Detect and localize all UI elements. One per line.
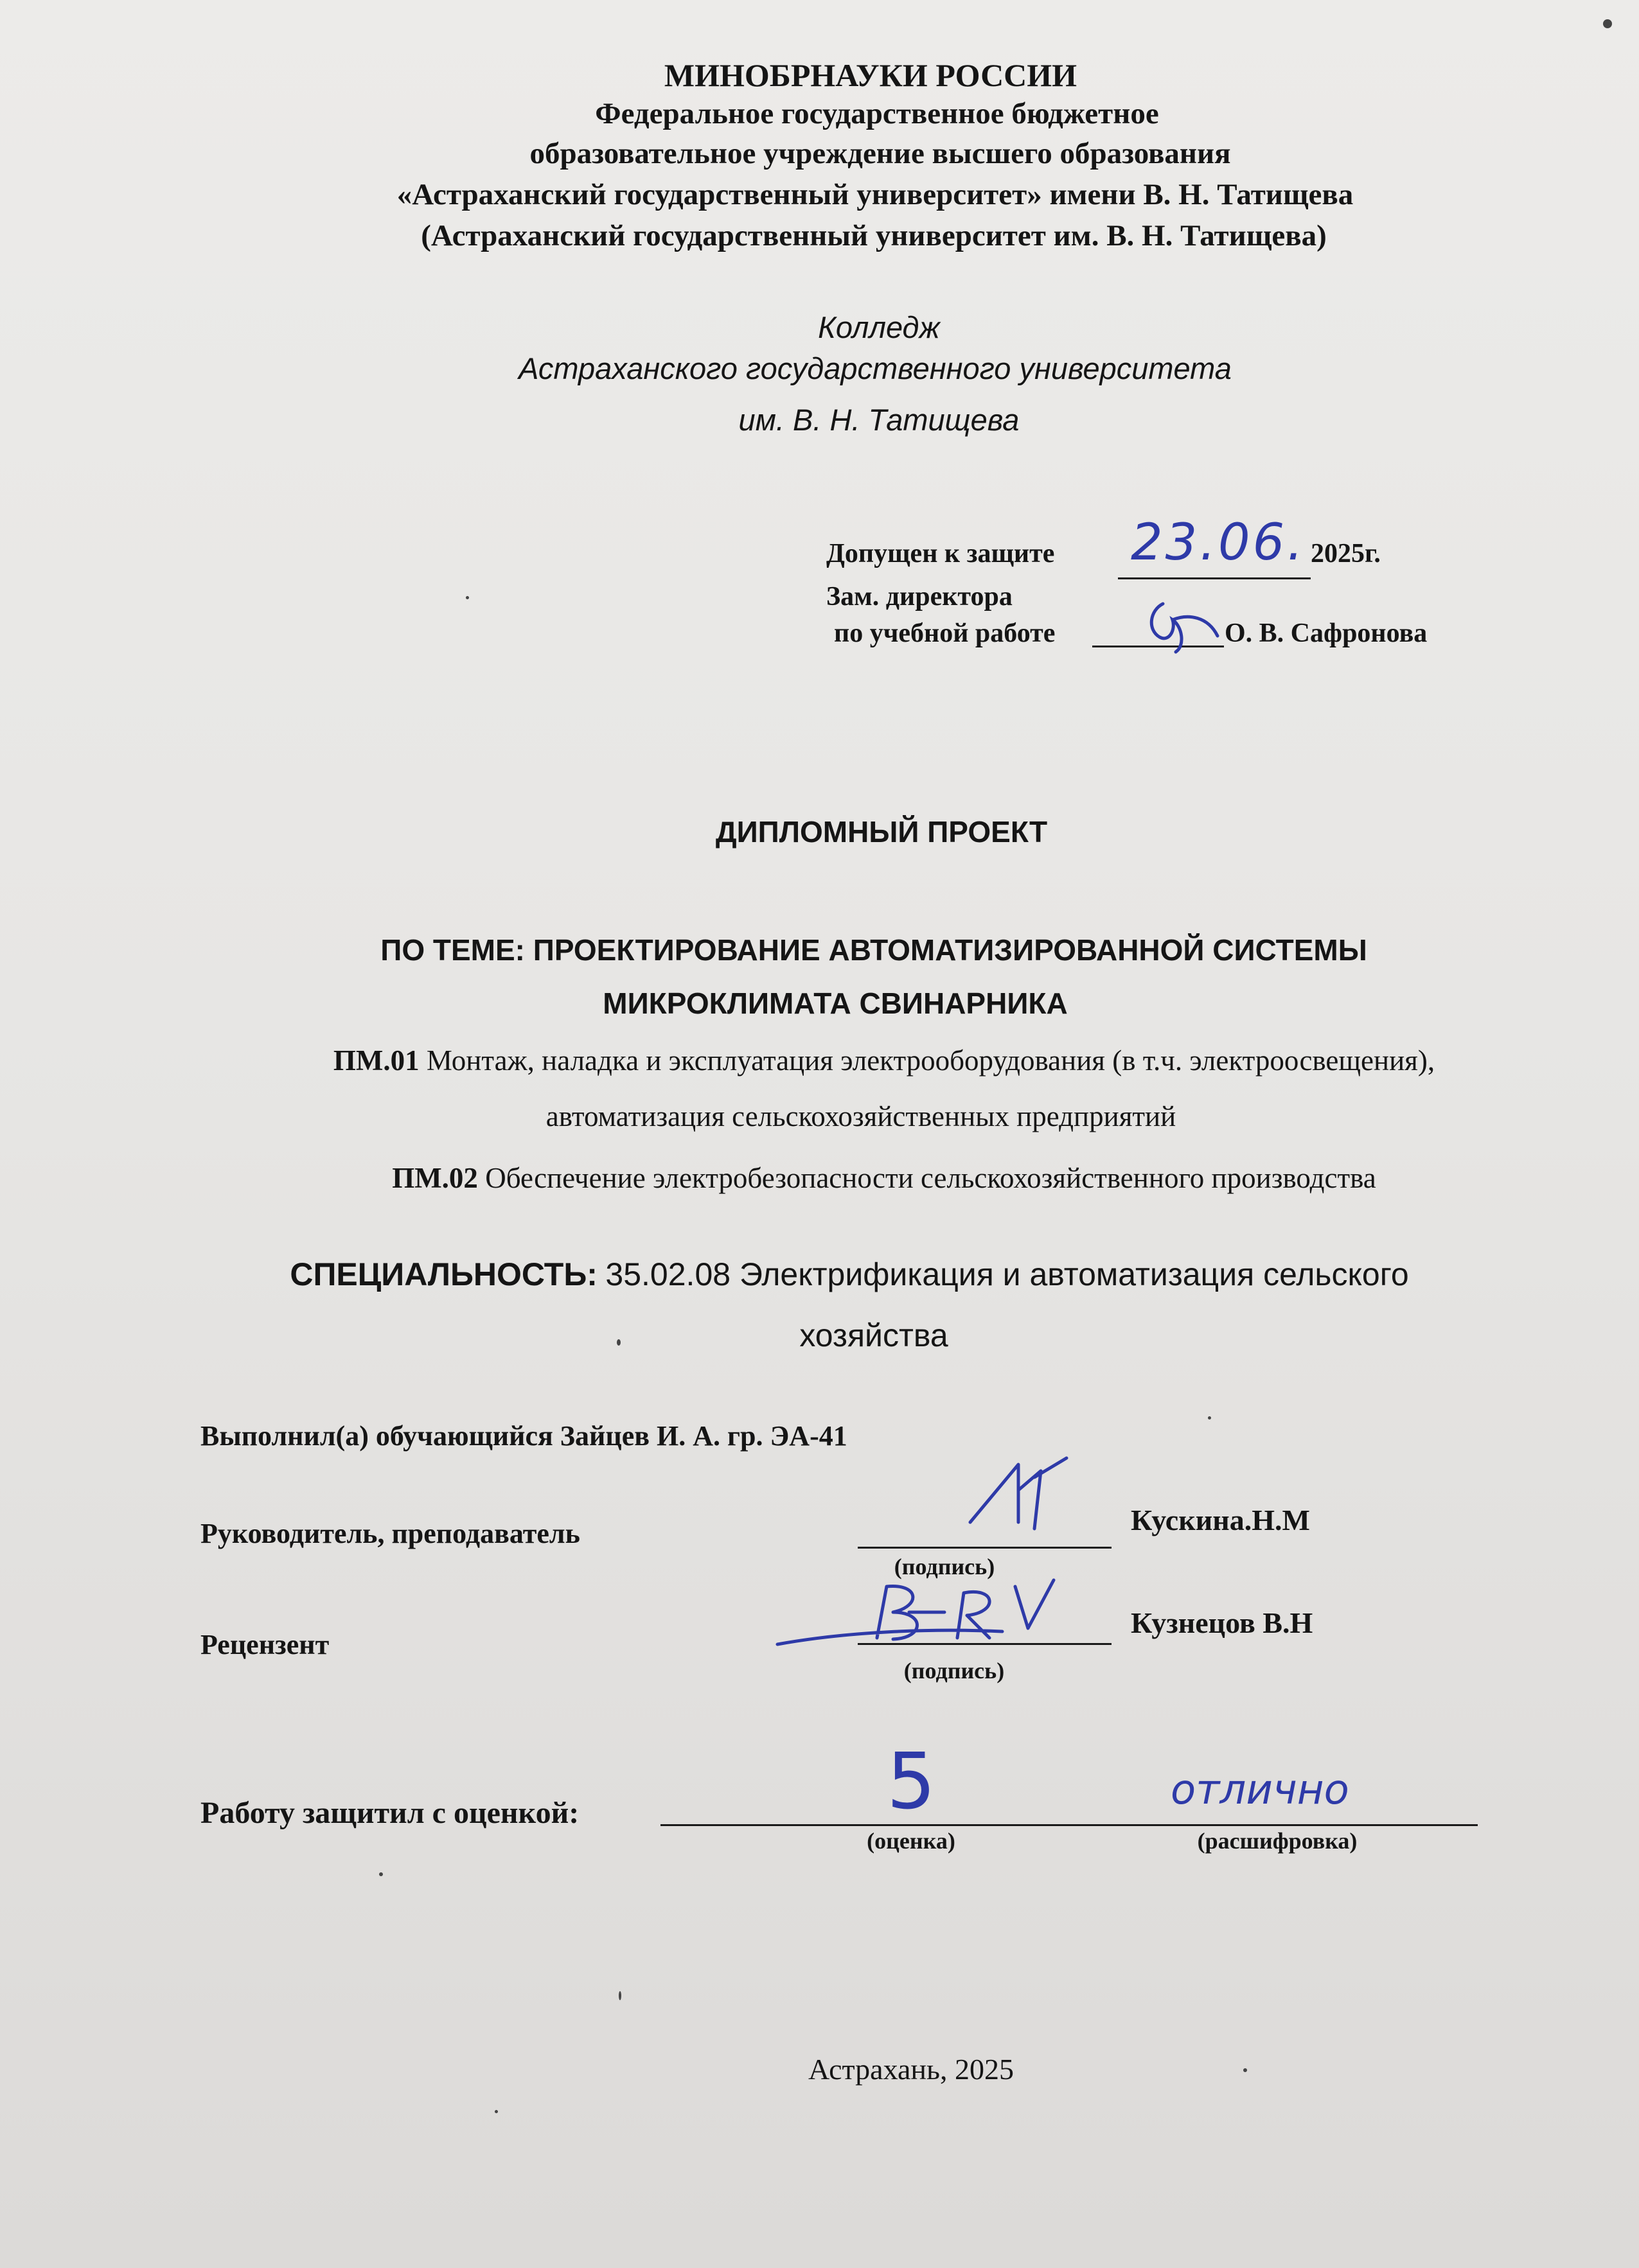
module-pm01 <box>333 1044 1435 1077</box>
ministry-title: МИНОБРНАУКИ РОССИИ <box>664 57 1077 93</box>
paper-speck <box>619 1991 621 2000</box>
module-pm02-code: ПМ.02 <box>392 1162 478 1194</box>
defense-words-caption: (расшифровка) <box>1197 1828 1358 1854</box>
supervisor-signature <box>957 1452 1073 1548</box>
paper-speck <box>1603 19 1612 28</box>
module-pm01-text-2: автоматизация сельскохозяйственных предприятий <box>545 1100 1176 1132</box>
reviewer-name: Кузнецов В.Н <box>1131 1606 1313 1639</box>
paper-speck <box>617 1339 621 1346</box>
supervisor-signature-caption: (подпись) <box>894 1554 995 1579</box>
deputy-title-line-1: Зам. директора <box>826 582 1013 611</box>
deputy-signature <box>1137 591 1227 662</box>
city-year: Астрахань, 2025 <box>808 2053 1014 2086</box>
project-type: ДИПЛОМНЫЙ ПРОЕКТ <box>715 815 1048 848</box>
specialty-text-2: хозяйства <box>799 1317 948 1353</box>
supervisor-name: Кускина.Н.М <box>1131 1504 1310 1536</box>
college-line-3: им. В. Н. Татищева <box>738 403 1020 437</box>
admitted-date-handwritten: 23.06. <box>1131 514 1306 572</box>
defense-grade-caption: (оценка) <box>867 1828 955 1854</box>
admitted-label: Допущен к защите <box>826 539 1055 568</box>
module-pm01-code: ПМ.01 <box>333 1044 420 1077</box>
module-pm01-text: Монтаж, наладка и эксплуатация электрооборудования (в т.ч. электроосвещения), <box>426 1044 1435 1077</box>
institution-line-3: «Астраханский государственный университет» имени В. Н. Татищева <box>396 178 1354 211</box>
topic-line-1: ПО ТЕМЕ: ПРОЕКТИРОВАНИЕ АВТОМАТИЗИРОВАННОЙ СИСТЕМЫ <box>380 933 1367 967</box>
deputy-title-line-2: по учебной работе <box>834 619 1056 648</box>
paper-speck <box>379 1872 383 1876</box>
supervisor-label: Руководитель, преподаватель <box>200 1518 580 1549</box>
institution-line-2: образовательное учреждение высшего образования <box>529 137 1231 170</box>
reviewer-signature <box>771 1567 1067 1664</box>
college-line-2: Астраханского государственного университета <box>518 351 1232 385</box>
topic-line-2: МИКРОКЛИМАТА СВИНАРНИКА <box>603 987 1068 1020</box>
defense-grade-words-handwritten: отлично <box>1171 1766 1349 1814</box>
reviewer-signature-caption: (подпись) <box>903 1658 1005 1683</box>
paper-speck <box>495 2110 498 2113</box>
specialty <box>290 1256 1408 1293</box>
college-line-1: Колледж <box>818 310 940 344</box>
institution-line-4: (Астраханский государственный университет им. В. Н. Татищева) <box>421 219 1327 252</box>
deputy-name: О. В. Сафронова <box>1225 619 1428 648</box>
defense-grade-line <box>660 1824 1478 1826</box>
defense-grade-handwritten: 5 <box>887 1737 936 1827</box>
module-pm02 <box>392 1161 1376 1195</box>
reviewer-label: Рецензент <box>200 1629 330 1660</box>
paper-speck <box>1208 1416 1211 1420</box>
specialty-text: 35.02.08 Электрификация и автоматизация сельского <box>605 1256 1409 1292</box>
paper-speck <box>466 596 469 599</box>
performer: Выполнил(а) обучающийся Зайцев И. А. гр. ЭА-41 <box>200 1420 847 1452</box>
paper-speck <box>1243 2068 1247 2072</box>
specialty-label: СПЕЦИАЛЬНОСТЬ: <box>290 1256 598 1292</box>
defense-label: Работу защитил с оценкой: <box>200 1796 580 1830</box>
admitted-date-line <box>1118 577 1311 579</box>
module-pm02-text: Обеспечение электробезопасности сельскохозяйственного производства <box>485 1162 1376 1194</box>
institution-line-1: Федеральное государственное бюджетное <box>595 97 1159 130</box>
admitted-year: 2025г. <box>1311 539 1381 568</box>
